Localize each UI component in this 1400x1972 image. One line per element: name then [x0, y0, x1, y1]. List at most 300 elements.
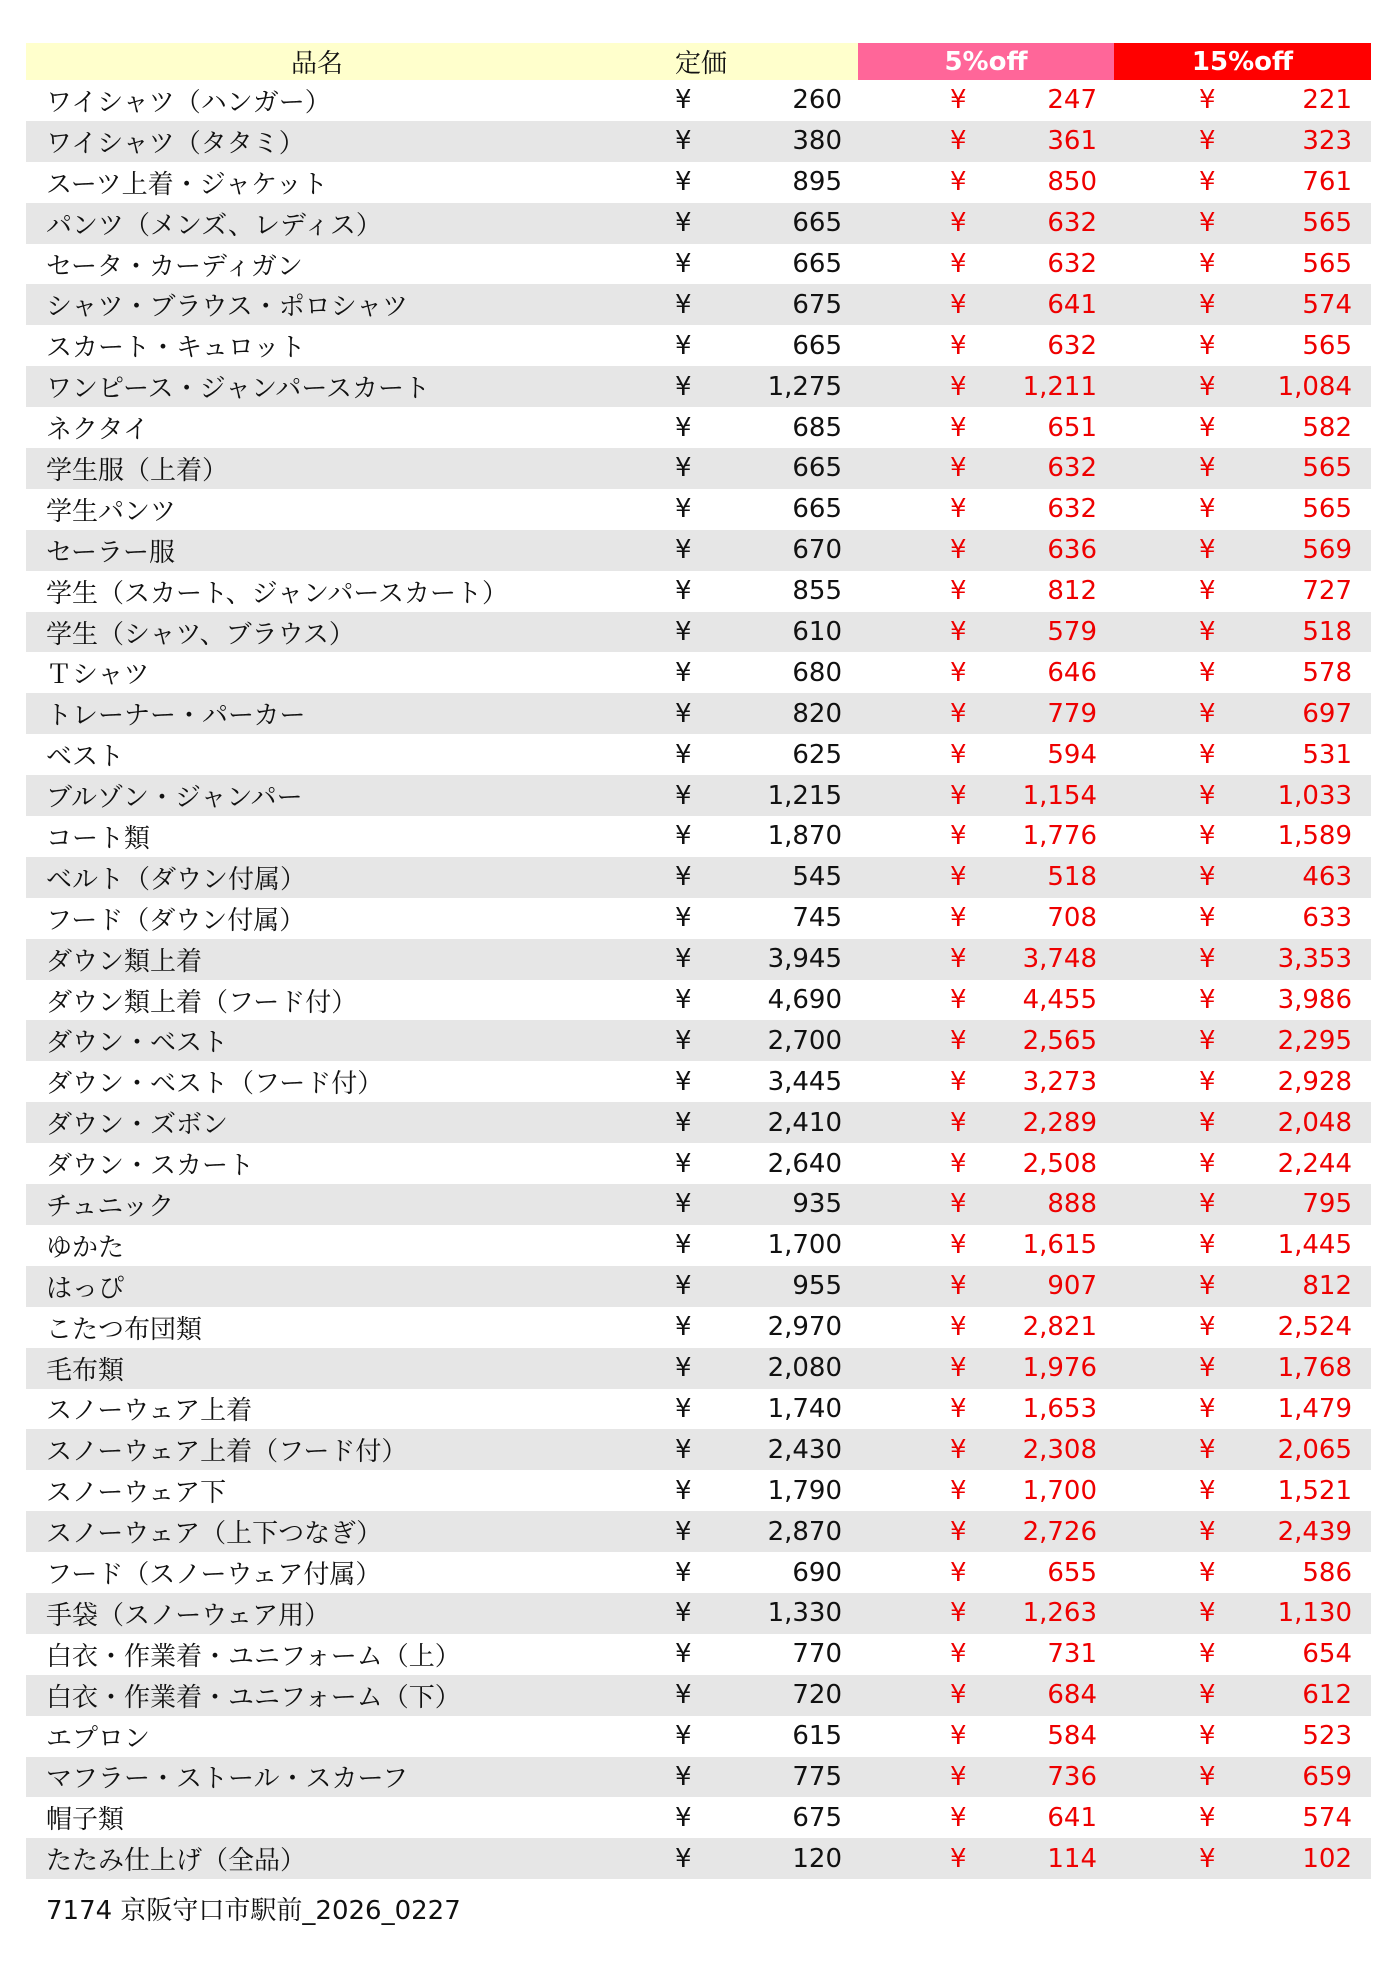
item-name: ダウン類上着: [46, 946, 203, 977]
price-15-off-cell: [1114, 1797, 1371, 1838]
item-name: ワイシャツ（ハンガー）: [46, 87, 331, 118]
yen-symbol: ¥: [1199, 249, 1216, 279]
price-15-off-cell: [1114, 1552, 1371, 1593]
yen-symbol: ¥: [675, 657, 692, 688]
price-5-off-cell: [858, 816, 1114, 857]
list-price-cell: [608, 1266, 858, 1307]
table-row: [26, 366, 1371, 407]
item-name: ゆかた: [46, 1232, 125, 1263]
price-15-off: 565: [1302, 494, 1352, 525]
price-15-off: 523: [1302, 1721, 1352, 1752]
price-5-off-cell: [858, 571, 1114, 612]
list-price-cell: [608, 162, 858, 203]
table-header: [26, 43, 1371, 80]
header-5-off: [858, 43, 1114, 80]
yen-symbol: ¥: [950, 1066, 967, 1097]
price-15-off-cell: [1114, 1143, 1371, 1184]
yen-symbol: ¥: [1199, 903, 1216, 934]
yen-symbol: ¥: [1199, 289, 1216, 320]
table-row: [26, 489, 1371, 530]
price-15-off: 659: [1302, 1761, 1352, 1792]
price-5-off-cell: [858, 1143, 1114, 1184]
price-5-off: 2,289: [1022, 1107, 1097, 1138]
price-15-off: 727: [1302, 576, 1352, 607]
price-5-off-cell: [858, 1675, 1114, 1716]
list-price-cell: [608, 1634, 858, 1675]
table-row: [26, 1020, 1371, 1061]
yen-symbol: ¥: [950, 1802, 967, 1833]
yen-symbol: ¥: [675, 330, 692, 361]
price-5-off: 632: [1047, 453, 1097, 484]
price-15-off: 565: [1302, 249, 1352, 279]
item-name: エプロン: [46, 1723, 151, 1754]
yen-symbol: ¥: [950, 862, 967, 893]
price-15-off: 1,479: [1277, 1393, 1352, 1424]
yen-symbol: ¥: [950, 453, 967, 484]
price-15-off: 3,353: [1277, 944, 1352, 975]
price-5-off: 1,700: [1022, 1475, 1097, 1506]
price-5-off-cell: [858, 1389, 1114, 1430]
table-row: [26, 1593, 1371, 1634]
yen-symbol: ¥: [950, 85, 967, 116]
item-name: トレーナー・パーカー: [46, 701, 306, 732]
list-price: 545: [792, 862, 842, 893]
item-name: ブルゾン・ジャンパー: [46, 783, 303, 814]
yen-symbol: ¥: [950, 535, 967, 566]
yen-symbol: ¥: [950, 494, 967, 525]
yen-symbol: ¥: [1199, 617, 1216, 648]
price-5-off-cell: [858, 530, 1114, 571]
yen-symbol: ¥: [675, 1802, 692, 1833]
list-price: 690: [792, 1557, 842, 1588]
item-name: マフラー・ストール・スカーフ: [46, 1764, 409, 1795]
yen-symbol: ¥: [675, 85, 692, 116]
list-price: 665: [792, 208, 842, 239]
item-name: 学生（シャツ、ブラウス）: [46, 619, 355, 650]
price-5-off-cell: [858, 1757, 1114, 1798]
yen-symbol: ¥: [1199, 208, 1216, 239]
yen-symbol: ¥: [1199, 1802, 1216, 1833]
table-row: [26, 1102, 1371, 1143]
yen-symbol: ¥: [950, 167, 967, 198]
yen-symbol: ¥: [675, 1393, 692, 1424]
price-5-off: 736: [1047, 1761, 1097, 1792]
yen-symbol: ¥: [1199, 1312, 1216, 1343]
price-5-off-cell: [858, 1552, 1114, 1593]
price-5-off: 3,748: [1022, 944, 1097, 975]
price-15-off-cell: [1114, 244, 1371, 285]
price-15-off: 1,033: [1277, 780, 1352, 811]
item-name: フード（スノーウェア付属）: [46, 1560, 382, 1590]
header-item-name: [26, 43, 608, 80]
price-15-off: 2,065: [1277, 1434, 1352, 1465]
yen-symbol: ¥: [950, 1148, 967, 1179]
list-price: 3,945: [767, 944, 842, 975]
list-price-cell: [608, 80, 858, 121]
item-name: ダウン・ベスト: [46, 1028, 229, 1059]
price-15-off: 1,084: [1277, 371, 1352, 402]
yen-symbol: ¥: [1199, 494, 1216, 525]
list-price-cell: [608, 1797, 858, 1838]
item-name: ダウン・ズボン: [46, 1110, 229, 1141]
price-15-off-cell: [1114, 939, 1371, 980]
table-row: [26, 121, 1371, 162]
price-15-off: 565: [1302, 208, 1352, 239]
item-name: ベルト（ダウン付属）: [46, 864, 307, 895]
table-row: [26, 693, 1371, 734]
price-15-off: 2,524: [1277, 1312, 1352, 1343]
list-price: 260: [792, 85, 842, 116]
table-row: [26, 1634, 1371, 1675]
item-name: ネクタイ: [46, 415, 149, 446]
item-name: たたみ仕上げ（全品）: [46, 1846, 307, 1877]
table-row: [26, 1266, 1371, 1307]
yen-symbol: ¥: [950, 1721, 967, 1752]
price-15-off: 2,295: [1277, 1025, 1352, 1056]
price-5-off: 655: [1047, 1557, 1097, 1588]
table-row: [26, 652, 1371, 693]
price-15-off-cell: [1114, 203, 1371, 244]
yen-symbol: ¥: [675, 1516, 692, 1547]
price-5-off-cell: [858, 1593, 1114, 1634]
price-5-off-cell: [858, 693, 1114, 734]
price-5-off: 632: [1047, 330, 1097, 361]
list-price: 820: [792, 698, 842, 729]
price-15-off-cell: [1114, 857, 1371, 898]
price-15-off: 582: [1302, 412, 1352, 443]
table-row: [26, 530, 1371, 571]
yen-symbol: ¥: [675, 821, 692, 852]
table-row: [26, 775, 1371, 816]
price-5-off: 812: [1047, 576, 1097, 607]
yen-symbol: ¥: [675, 371, 692, 402]
price-5-off: 2,821: [1022, 1312, 1097, 1343]
price-15-off: 102: [1302, 1843, 1352, 1874]
item-name: 学生（スカート、ジャンパースカート）: [46, 578, 509, 609]
yen-symbol: ¥: [950, 576, 967, 607]
price-15-off-cell: [1114, 898, 1371, 939]
list-price-cell: [608, 775, 858, 816]
list-price: 1,700: [767, 1230, 842, 1261]
price-15-off-cell: [1114, 1838, 1371, 1879]
price-5-off: 1,653: [1022, 1393, 1097, 1424]
item-name: ワイシャツ（タタミ）: [46, 128, 305, 159]
item-name: 帽子類: [46, 1805, 125, 1836]
yen-symbol: ¥: [1199, 1598, 1216, 1629]
yen-symbol: ¥: [1199, 1353, 1216, 1384]
price-15-off: 463: [1302, 862, 1352, 893]
list-price: 675: [792, 289, 842, 320]
list-price: 935: [792, 1189, 842, 1220]
yen-symbol: ¥: [950, 944, 967, 975]
list-price-cell: [608, 489, 858, 530]
yen-symbol: ¥: [675, 1107, 692, 1138]
price-5-off-cell: [858, 489, 1114, 530]
price-5-off-cell: [858, 1061, 1114, 1102]
price-15-off: 697: [1302, 698, 1352, 729]
yen-symbol: ¥: [950, 249, 967, 279]
price-5-off: 632: [1047, 249, 1097, 279]
price-5-off: 1,211: [1022, 371, 1097, 402]
yen-symbol: ¥: [675, 944, 692, 975]
yen-symbol: ¥: [950, 1557, 967, 1588]
table-row: [26, 1143, 1371, 1184]
yen-symbol: ¥: [675, 698, 692, 729]
header-5-off-label: 5%off: [944, 46, 1028, 77]
list-price-cell: [608, 1429, 858, 1470]
price-15-off: 761: [1302, 167, 1352, 198]
price-5-off: 907: [1047, 1271, 1097, 1302]
price-15-off-cell: [1114, 325, 1371, 366]
yen-symbol: ¥: [950, 1639, 967, 1670]
price-15-off-cell: [1114, 162, 1371, 203]
yen-symbol: ¥: [675, 1230, 692, 1261]
table-row: [26, 203, 1371, 244]
price-5-off-cell: [858, 1307, 1114, 1348]
price-15-off-cell: [1114, 1348, 1371, 1389]
yen-symbol: ¥: [1199, 821, 1216, 852]
yen-symbol: ¥: [1199, 1189, 1216, 1220]
price-5-off-cell: [858, 203, 1114, 244]
list-price: 2,430: [767, 1434, 842, 1465]
item-name: スーツ上着・ジャケット: [46, 169, 328, 200]
price-15-off: 1,130: [1277, 1598, 1352, 1629]
yen-symbol: ¥: [675, 1353, 692, 1384]
price-5-off-cell: [858, 162, 1114, 203]
table-row: [26, 1061, 1371, 1102]
price-15-off-cell: [1114, 1389, 1371, 1430]
list-price: 2,080: [767, 1353, 842, 1384]
item-name: ダウン類上着（フード付）: [46, 987, 358, 1018]
table-row: [26, 244, 1371, 285]
price-5-off-cell: [858, 366, 1114, 407]
yen-symbol: ¥: [950, 1189, 967, 1220]
yen-symbol: ¥: [675, 1148, 692, 1179]
price-5-off: 1,776: [1022, 821, 1097, 852]
price-15-off-cell: [1114, 816, 1371, 857]
list-price: 745: [792, 903, 842, 934]
price-15-off-cell: [1114, 284, 1371, 325]
price-15-off: 531: [1302, 739, 1352, 770]
price-5-off-cell: [858, 612, 1114, 653]
table-row: [26, 734, 1371, 775]
price-5-off-cell: [858, 1797, 1114, 1838]
price-5-off-cell: [858, 325, 1114, 366]
price-15-off-cell: [1114, 121, 1371, 162]
price-15-off-cell: [1114, 1634, 1371, 1675]
price-15-off: 3,986: [1277, 985, 1352, 1016]
price-15-off: 1,445: [1277, 1230, 1352, 1261]
yen-symbol: ¥: [675, 289, 692, 320]
price-5-off-cell: [858, 1020, 1114, 1061]
yen-symbol: ¥: [1199, 862, 1216, 893]
table-row: [26, 325, 1371, 366]
yen-symbol: ¥: [1199, 1639, 1216, 1670]
yen-symbol: ¥: [1199, 576, 1216, 607]
price-5-off: 708: [1047, 903, 1097, 934]
yen-symbol: ¥: [1199, 985, 1216, 1016]
yen-symbol: ¥: [950, 1025, 967, 1056]
header-list-price: [608, 43, 858, 80]
price-5-off-cell: [858, 898, 1114, 939]
yen-symbol: ¥: [950, 1230, 967, 1261]
item-name: パンツ（メンズ、レディス）: [46, 210, 382, 241]
list-price-cell: [608, 693, 858, 734]
yen-symbol: ¥: [675, 453, 692, 484]
price-5-off: 1,976: [1022, 1353, 1097, 1384]
yen-symbol: ¥: [675, 1557, 692, 1588]
yen-symbol: ¥: [950, 330, 967, 361]
yen-symbol: ¥: [950, 1107, 967, 1138]
price-15-off-cell: [1114, 1307, 1371, 1348]
yen-symbol: ¥: [950, 1353, 967, 1384]
price-15-off-cell: [1114, 1511, 1371, 1552]
price-5-off-cell: [858, 1429, 1114, 1470]
list-price-cell: [608, 1225, 858, 1266]
price-15-off-cell: [1114, 612, 1371, 653]
yen-symbol: ¥: [675, 126, 692, 157]
yen-symbol: ¥: [1199, 1393, 1216, 1424]
price-15-off-cell: [1114, 734, 1371, 775]
price-5-off: 2,565: [1022, 1025, 1097, 1056]
list-price-cell: [608, 1184, 858, 1225]
yen-symbol: ¥: [950, 739, 967, 770]
item-name: ダウン・スカート: [46, 1151, 255, 1182]
price-15-off: 1,589: [1277, 821, 1352, 852]
table-row: [26, 1307, 1371, 1348]
list-price-cell: [608, 734, 858, 775]
yen-symbol: ¥: [675, 739, 692, 770]
price-5-off: 247: [1047, 85, 1097, 116]
yen-symbol: ¥: [675, 1066, 692, 1097]
price-15-off: 2,244: [1277, 1148, 1352, 1179]
list-price-cell: [608, 284, 858, 325]
list-price: 2,640: [767, 1148, 842, 1179]
item-name: 白衣・作業着・ユニフォーム（上）: [46, 1641, 461, 1672]
item-name: Ｔシャツ: [46, 660, 150, 691]
item-name: コート類: [46, 823, 151, 854]
list-price-cell: [608, 121, 858, 162]
price-15-off-cell: [1114, 366, 1371, 407]
price-5-off: 641: [1047, 1802, 1097, 1833]
price-15-off-cell: [1114, 652, 1371, 693]
item-name: こたつ布団類: [46, 1314, 203, 1345]
price-15-off: 795: [1302, 1189, 1352, 1220]
table-row: [26, 1429, 1371, 1470]
price-15-off: 2,439: [1277, 1516, 1352, 1547]
list-price: 2,870: [767, 1516, 842, 1547]
yen-symbol: ¥: [1199, 126, 1216, 157]
list-price: 855: [792, 576, 842, 607]
yen-symbol: ¥: [675, 862, 692, 893]
list-price-cell: [608, 1389, 858, 1430]
price-5-off: 594: [1047, 739, 1097, 770]
list-price: 4,690: [767, 985, 842, 1016]
yen-symbol: ¥: [675, 494, 692, 525]
table-row: [26, 571, 1371, 612]
list-price-cell: [608, 1307, 858, 1348]
yen-symbol: ¥: [1199, 412, 1216, 443]
yen-symbol: ¥: [675, 1434, 692, 1465]
yen-symbol: ¥: [1199, 739, 1216, 770]
yen-symbol: ¥: [675, 1312, 692, 1343]
price-15-off-cell: [1114, 980, 1371, 1021]
list-price: 775: [792, 1761, 842, 1792]
yen-symbol: ¥: [950, 1761, 967, 1792]
price-15-off: 612: [1302, 1680, 1352, 1711]
table-row: [26, 1797, 1371, 1838]
price-15-off-cell: [1114, 1593, 1371, 1634]
yen-symbol: ¥: [950, 126, 967, 157]
list-price-cell: [608, 203, 858, 244]
list-price: 665: [792, 249, 842, 279]
list-price-cell: [608, 448, 858, 489]
price-5-off: 1,263: [1022, 1598, 1097, 1629]
list-price: 2,970: [767, 1312, 842, 1343]
list-price-cell: [608, 1838, 858, 1879]
yen-symbol: ¥: [950, 1843, 967, 1874]
list-price-cell: [608, 1470, 858, 1511]
price-15-off-cell: [1114, 1184, 1371, 1225]
price-15-off-cell: [1114, 1102, 1371, 1143]
list-price-cell: [608, 1511, 858, 1552]
yen-symbol: ¥: [1199, 1066, 1216, 1097]
price-15-off: 574: [1302, 289, 1352, 320]
yen-symbol: ¥: [950, 1312, 967, 1343]
list-price: 1,870: [767, 821, 842, 852]
yen-symbol: ¥: [1199, 167, 1216, 198]
yen-symbol: ¥: [675, 1761, 692, 1792]
table-row: [26, 1552, 1371, 1593]
price-5-off: 361: [1047, 126, 1097, 157]
table-row: [26, 1838, 1371, 1879]
list-price-cell: [608, 1757, 858, 1798]
yen-symbol: ¥: [950, 903, 967, 934]
price-5-off: 850: [1047, 167, 1097, 198]
table-row: [26, 1716, 1371, 1757]
price-5-off-cell: [858, 775, 1114, 816]
price-5-off: 1,154: [1022, 780, 1097, 811]
price-5-off-cell: [858, 407, 1114, 448]
item-name: はっぴ: [46, 1273, 125, 1304]
yen-symbol: ¥: [950, 1680, 967, 1711]
price-15-off-cell: [1114, 1429, 1371, 1470]
price-5-off: 641: [1047, 289, 1097, 320]
item-name: ワンピース・ジャンパースカート: [46, 374, 431, 405]
table-row: [26, 162, 1371, 203]
yen-symbol: ¥: [675, 1843, 692, 1874]
yen-symbol: ¥: [950, 1393, 967, 1424]
price-15-off: 2,928: [1277, 1066, 1352, 1097]
yen-symbol: ¥: [675, 617, 692, 648]
item-name: チュニック: [46, 1191, 175, 1222]
price-5-off-cell: [858, 284, 1114, 325]
price-5-off: 3,273: [1022, 1066, 1097, 1097]
yen-symbol: ¥: [950, 985, 967, 1016]
list-price-cell: [608, 407, 858, 448]
price-15-off-cell: [1114, 1675, 1371, 1716]
list-price: 670: [792, 535, 842, 566]
price-5-off: 888: [1047, 1189, 1097, 1220]
price-5-off: 636: [1047, 535, 1097, 566]
list-price: 895: [792, 167, 842, 198]
yen-symbol: ¥: [675, 1639, 692, 1670]
list-price: 665: [792, 453, 842, 484]
yen-symbol: ¥: [1199, 657, 1216, 688]
price-15-off-cell: [1114, 448, 1371, 489]
table-row: [26, 1470, 1371, 1511]
price-5-off: 684: [1047, 1680, 1097, 1711]
